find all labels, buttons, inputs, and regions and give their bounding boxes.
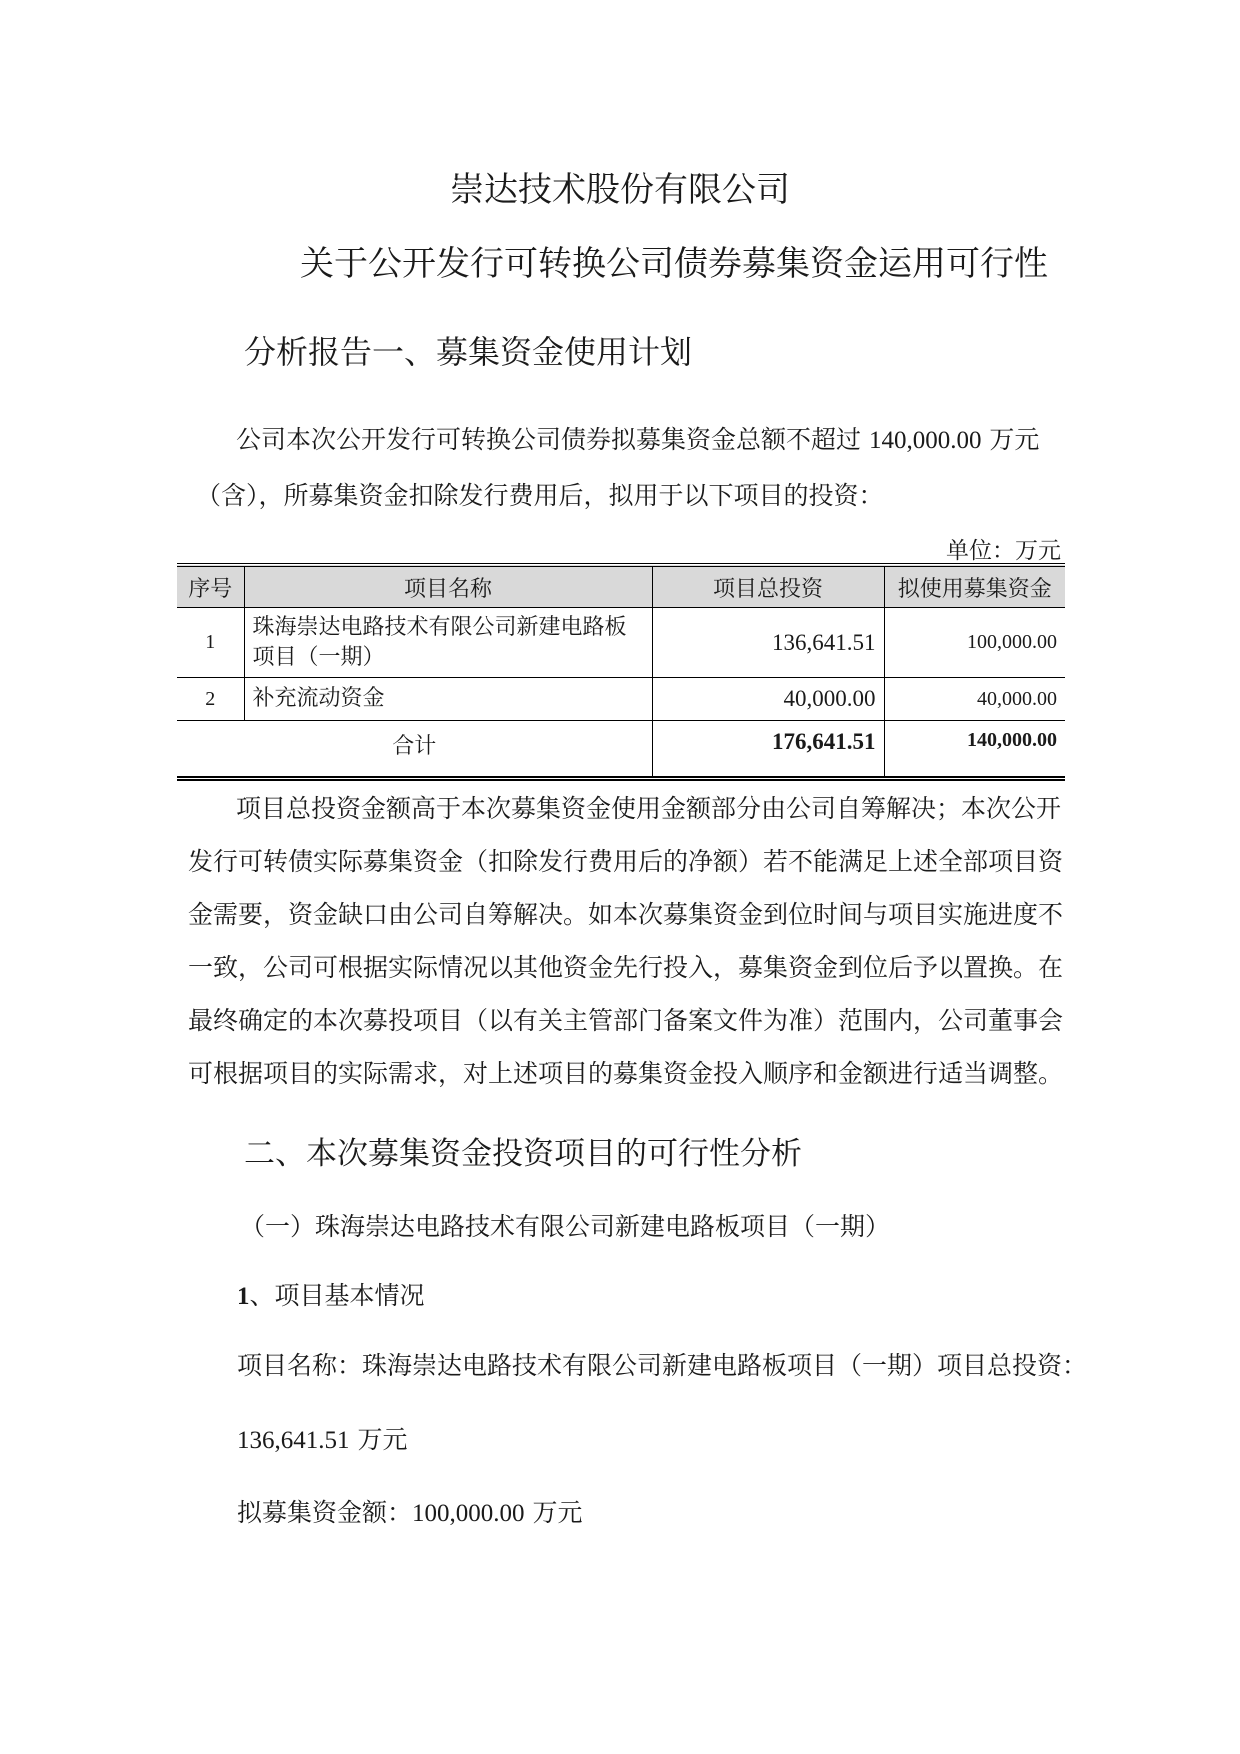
header-index: 序号	[177, 565, 244, 608]
raise-label: 拟募集资金额：	[237, 1498, 413, 1527]
investment-table	[177, 563, 1065, 781]
unit-label: 单位：万元	[946, 538, 1061, 564]
funding-gap-paragraph: 项目总投资金额高于本次募集资金使用金额部分由公司自筹解决；本次公开发行可转债实际募集资金（扣除发行费用后的净额）若不能满足上述全部项目资金需要，资金缺口由公司自筹解决。如本次募集资金到位时间与项目实施进度不一致，公司可根据实际情况以其他资金先行投入，募集资金到位后予以置换。在最终确定的本次募投项目（以有关主管部门备案文件为准）范围内，公司董事会可根据项目的实际需求，对上述项目的募集资金投入顺序和金额进行适当调整。	[188, 794, 1064, 1088]
row-project-name: 珠海崇达电路技术有限公司新建电路板项目（一期）	[244, 608, 652, 678]
raise-amount: 100,000.00	[412, 1500, 525, 1527]
subsection-1-heading: （一）珠海崇达电路技术有限公司新建电路板项目（一期）	[240, 1212, 891, 1241]
row-raised-funds: 100,000.00	[884, 608, 1065, 678]
project-investment-unit: 万元	[357, 1425, 408, 1454]
row-raised-funds: 40,000.00	[884, 678, 1065, 721]
intro-line-1	[236, 420, 1039, 456]
total-investment-sum: 176,641.51	[652, 721, 884, 779]
item-1-number: 1	[237, 1283, 250, 1310]
total-raised-sum: 140,000.00	[884, 721, 1065, 779]
raise-amount-line	[237, 1493, 582, 1529]
row-project-name: 补充流动资金	[244, 678, 652, 721]
intro-prefix: 公司本次公开发行可转换公司债券拟募集资金总额不超过	[236, 425, 862, 454]
intro-line-2: （含），所募集资金扣除发行费用后，拟用于以下项目的投资：	[196, 481, 884, 510]
intro-amount: 140,000.00	[868, 427, 982, 454]
table-header-row	[177, 565, 1065, 608]
row-index: 2	[177, 678, 244, 721]
project-name-line: 项目名称：珠海崇达电路技术有限公司新建电路板项目（一期）项目总投资：	[237, 1351, 1088, 1380]
row-total-investment: 40,000.00	[652, 678, 884, 721]
company-title: 崇达技术股份有限公司	[450, 170, 790, 210]
report-subtitle: 关于公开发行可转换公司债券募集资金运用可行性	[300, 244, 1048, 284]
total-label: 合计	[177, 721, 652, 779]
project-investment-amount: 136,641.51	[237, 1427, 350, 1454]
raise-unit: 万元	[532, 1498, 583, 1527]
row-total-investment: 136,641.51	[652, 608, 884, 678]
table-row	[177, 608, 1065, 678]
table-row	[177, 678, 1065, 721]
project-investment-line	[237, 1420, 407, 1456]
item-1-text: 、项目基本情况	[249, 1281, 425, 1310]
intro-suffix: 万元	[989, 425, 1040, 454]
header-project-name: 项目名称	[244, 565, 652, 608]
report-subtitle-continued: 分析报告一、募集资金使用计划	[244, 333, 693, 371]
item-1-heading	[237, 1276, 425, 1312]
header-raised-funds: 拟使用募集资金	[884, 565, 1065, 608]
row-index: 1	[177, 608, 244, 678]
table-total-row	[177, 721, 1065, 779]
header-total-investment: 项目总投资	[652, 565, 884, 608]
section-2-heading: 二、本次募集资金投资项目的可行性分析	[244, 1136, 802, 1172]
